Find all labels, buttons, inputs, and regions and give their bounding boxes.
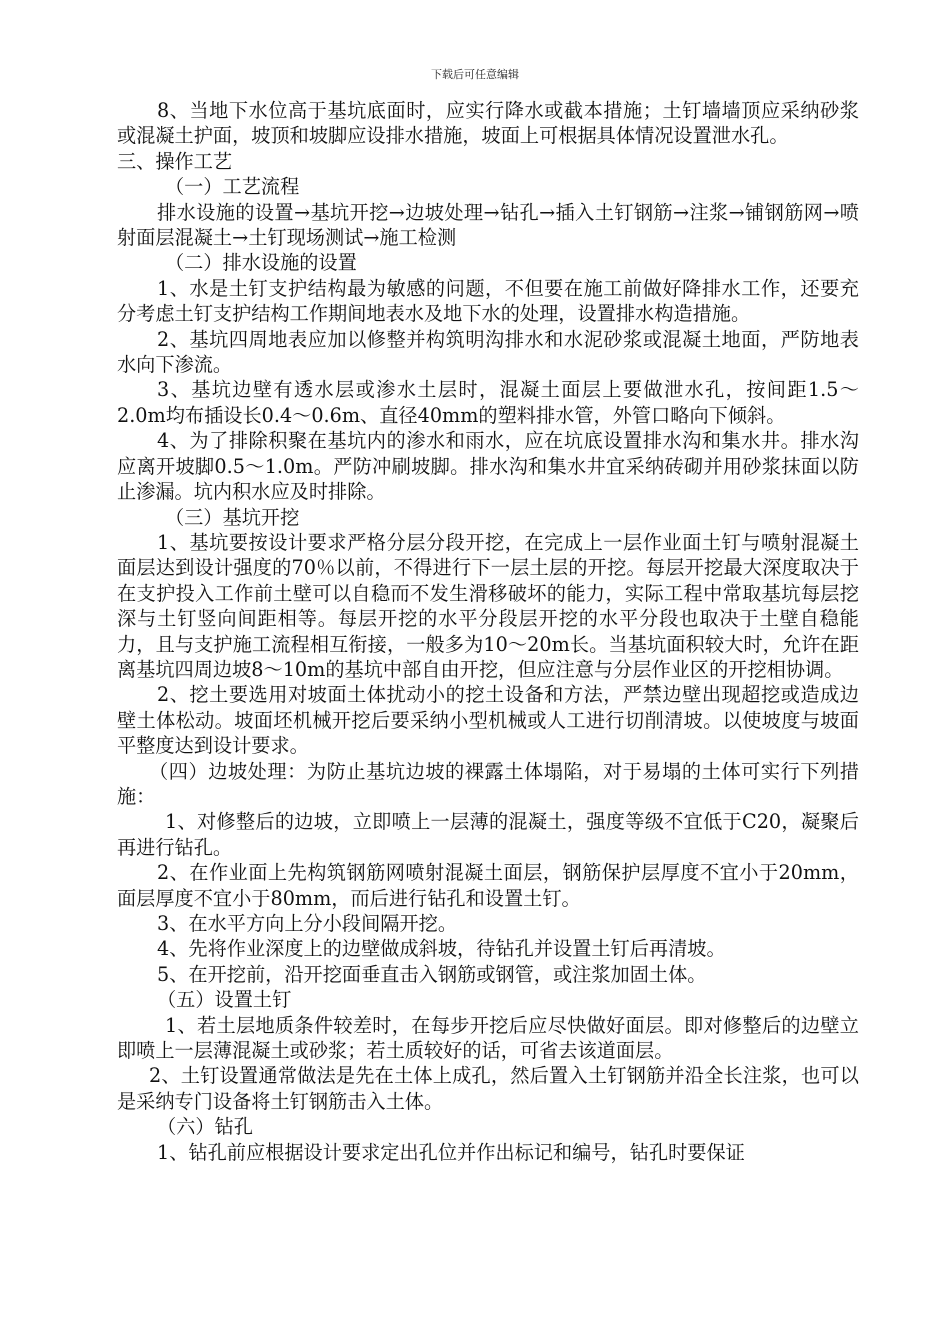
paragraph: 2、挖土要选用对坡面土体扰动小的挖土设备和方法，严禁边壁出现超挖或造成边壁土体松动。坡面坯机械开挖后要采纳小型机械或人工进行切削清坡。以使坡度与坡面平整度达到设计要求。 <box>117 683 859 758</box>
paragraph: 2、土钉设置通常做法是先在土体上成孔，然后置入土钉钢筋并沿全长注浆，也可以是采纳专门设备将土钉钢筋击入土体。 <box>117 1064 859 1113</box>
page-header: 下载后可任意编辑 <box>431 68 519 81</box>
paragraph: （六）钻孔 <box>157 1115 253 1139</box>
paragraph: 4、为了排除积聚在基坑内的渗水和雨水，应在坑底设置排水沟和集水井。排水沟应离开坡脚0.5～1.0m。严防冲刷坡脚。排水沟和集水井宜采纳砖砌并用砂浆抹面以防止渗漏。坑内积水应及时排除。 <box>117 429 859 504</box>
paragraph: 3、在水平方向上分小段间隔开挖。 <box>157 912 458 935</box>
paragraph: （二）排水设施的设置 <box>165 251 357 275</box>
paragraph: 2、在作业面上先构筑钢筋网喷射混凝土面层，钢筋保护层厚度不宜小于20mm，面层厚度不宜小于80mm，而后进行钻孔和设置土钉。 <box>117 861 859 910</box>
paragraph: 三、操作工艺 <box>117 149 233 173</box>
paragraph: 8、当地下水位高于基坑底面时，应实行降水或截本措施；土钉墙墙顶应采纳砂浆或混凝土护面，坡顶和坡脚应设排水措施，坡面上可根据具体情况设置泄水孔。 <box>117 99 859 148</box>
paragraph: 1、基坑要按设计要求严格分层分段开挖，在完成上一层作业面土钉与喷射混凝土面层达到设计强度的70％以前，不得进行下一层土层的开挖。每层开挖最大深度取决于在支护投入工作前土壁可以自稳而不发生滑移破坏的能力，实际工程中常取基坑每层挖深与土钉竖向间距相等。每层开挖的水平分段层开挖的水平分段也取决于土壁自稳能力，且与支护施工流程相互衔接，一般多为10～20m长。当基坑面积较大时，允许在距离基坑四周边坡8～10m的基坑中部自由开挖，但应注意与分层作业区的开挖相协调。 <box>117 530 859 681</box>
paragraph: 1、若土层地质条件较差时，在每步开挖后应尽快做好面层。即对修整后的边壁立即喷上一层薄混凝土或砂浆；若土质较好的话，可省去该道面层。 <box>117 1013 859 1063</box>
paragraph: 1、对修整后的边坡，立即喷上一层薄的混凝土，强度等级不宜低于C20，凝聚后再进行钻孔。 <box>117 810 859 859</box>
paragraph: （五）设置土钉 <box>157 988 292 1012</box>
paragraph: 排水设施的设置→基坑开挖→边坡处理→钻孔→插入土钉钢筋→注浆→铺钢筋网→喷射面层混凝土→土钉现场测试→施工检测 <box>117 200 859 250</box>
paragraph: （一）工艺流程 <box>165 175 300 199</box>
paragraph: 1、钻孔前应根据设计要求定出孔位并作出标记和编号，钻孔时要保证 <box>157 1140 745 1164</box>
paragraph: 2、基坑四周地表应加以修整并构筑明沟排水和水泥砂浆或混凝土地面，严防地表水向下渗流。 <box>117 327 859 377</box>
document-body <box>117 98 859 1165</box>
paragraph: 5、在开挖前，沿开挖面垂直击入钢筋或钢管，或注浆加固土体。 <box>157 962 707 986</box>
paragraph: 1、水是土钉支护结构最为敏感的问题，不但要在施工前做好降排水工作，还要充分考虑土钉支护结构工作期间地表水及地下水的处理，设置排水构造措施。 <box>117 276 859 326</box>
paragraph: 4、先将作业深度上的边壁做成斜坡，待钻孔并设置土钉后再清坡。 <box>157 937 726 961</box>
paragraph: 3、基坑边壁有透水层或渗水土层时，混凝土面层上要做泄水孔，按间距1.5～2.0m均布插设长0.4～0.6m、直径40mm的塑料排水管，外管口略向下倾斜。 <box>117 378 859 427</box>
paragraph: （三）基坑开挖 <box>165 505 300 529</box>
paragraph: （四）边坡处理：为防止基坑边坡的裸露土体塌陷，对于易塌的土体可实行下列措施： <box>117 759 859 808</box>
